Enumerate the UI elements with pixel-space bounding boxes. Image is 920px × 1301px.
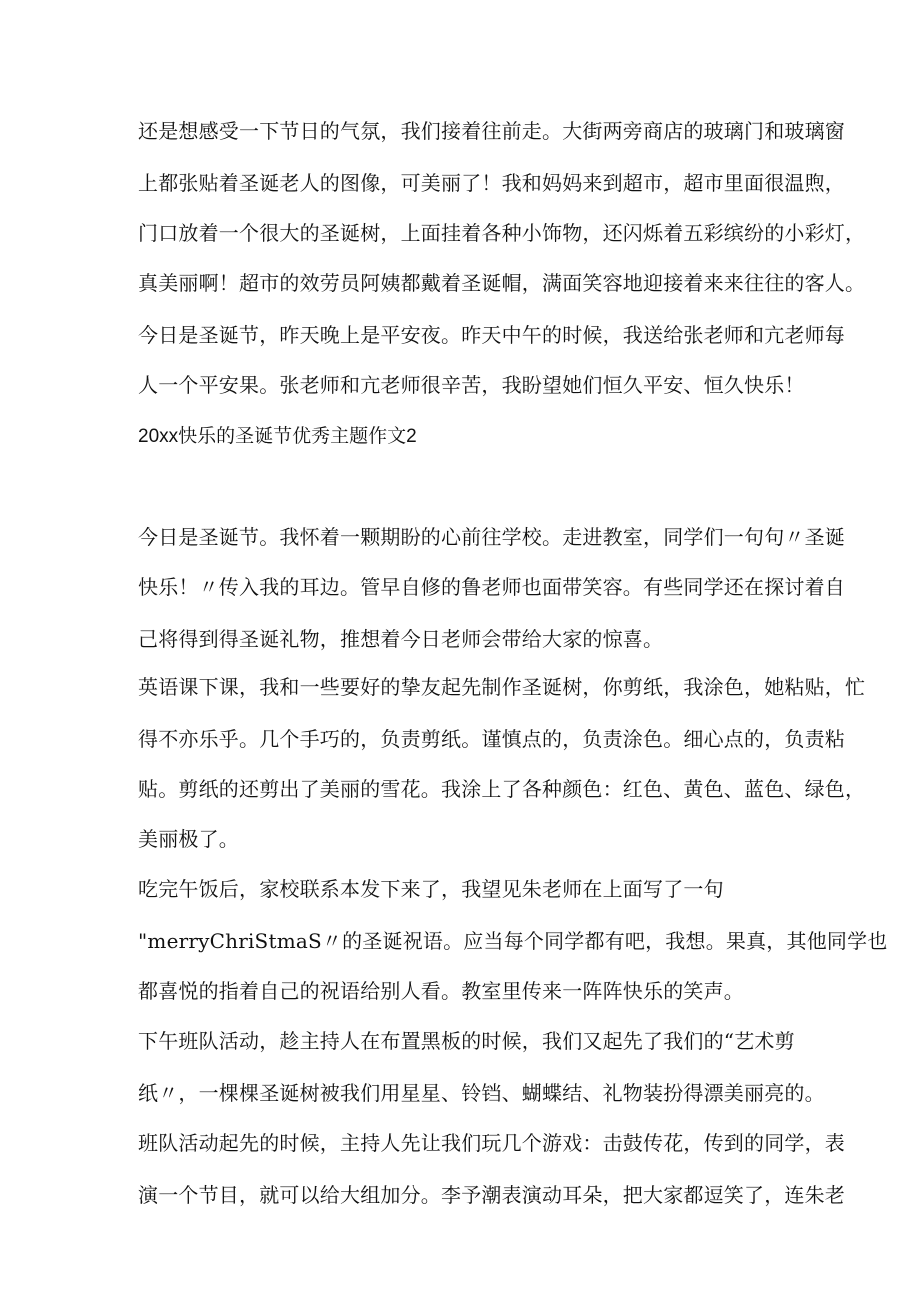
text-line: 都喜悦的指着自己的祝语给别人看。教室里传来一阵阵快乐的笑声。	[138, 979, 744, 1003]
text-line: 下午班队活动，趁主持人在布置黑板的时候，我们又起先了我们的“艺术剪	[138, 1029, 795, 1053]
text-line: 今日是圣诞节，昨天晚上是平安夜。昨天中午的时候，我送给张老师和亢老师每	[138, 323, 845, 347]
text-line: 得不亦乐乎。几个手巧的，负责剪纸。谨慎点的，负责涂色。细心点的，负责粘	[138, 727, 845, 751]
text-line: 快乐！〃传入我的耳边。管早自修的鲁老师也面带笑容。有些同学还在探讨着自	[138, 575, 845, 599]
text-line: 贴。剪纸的还剪出了美丽的雪花。我涂上了各种颜色：红色、黄色、蓝色、绿色，	[138, 777, 866, 801]
text-line: 真美丽啊！超市的效劳员阿姨都戴着圣诞帽，满面笑容地迎接着来来往往的客人。	[138, 271, 866, 295]
text-line: 人一个平安果。张老师和亢老师很辛苦，我盼望她们恒久平安、恒久快乐！	[138, 373, 805, 397]
section-heading: 20xx快乐的圣诞节优秀主题作文2	[138, 426, 417, 447]
text-line: 英语课下课，我和一些要好的挚友起先制作圣诞树，你剪纸，我涂色，她粘贴，忙	[138, 675, 866, 699]
text-line: 纸〃，一棵棵圣诞树被我们用星星、铃铛、蝴蝶结、礼物装扮得漂美丽亮的。	[138, 1081, 825, 1105]
text-line: 今日是圣诞节。我怀着一颗期盼的心前往学校。走进教室，同学们一句句〃圣诞	[138, 525, 845, 549]
text-line: 门口放着一个很大的圣诞树，上面挂着各种小饰物，还闪烁着五彩缤纷的小彩灯，	[138, 221, 866, 245]
text-line: 上都张贴着圣诞老人的图像，可美丽了！我和妈妈来到超市，超市里面很温煦，	[138, 171, 845, 195]
text-line: 己将得到得圣诞礼物，推想着今日老师会带给大家的惊喜。	[138, 627, 664, 651]
text-line: 吃完午饭后，家校联系本发下来了，我望见朱老师在上面写了一句	[138, 877, 724, 901]
text-line: 还是想感受一下节日的气氛，我们接着往前走。大街两旁商店的玻璃门和玻璃窗	[138, 119, 845, 143]
text-line: "merryChriStmaS〃的圣诞祝语。应当每个同学都有吧，我想。果真，其他同学也	[138, 929, 888, 953]
text-line: 班队活动起先的时候，主持人先让我们玩几个游戏：击鼓传花，传到的同学，表	[138, 1131, 845, 1155]
text-line: 美丽极了。	[138, 827, 239, 851]
text-line: 演一个节目，就可以给大组加分。李予潮表演动耳朵，把大家都逗笑了，连朱老	[138, 1183, 845, 1207]
